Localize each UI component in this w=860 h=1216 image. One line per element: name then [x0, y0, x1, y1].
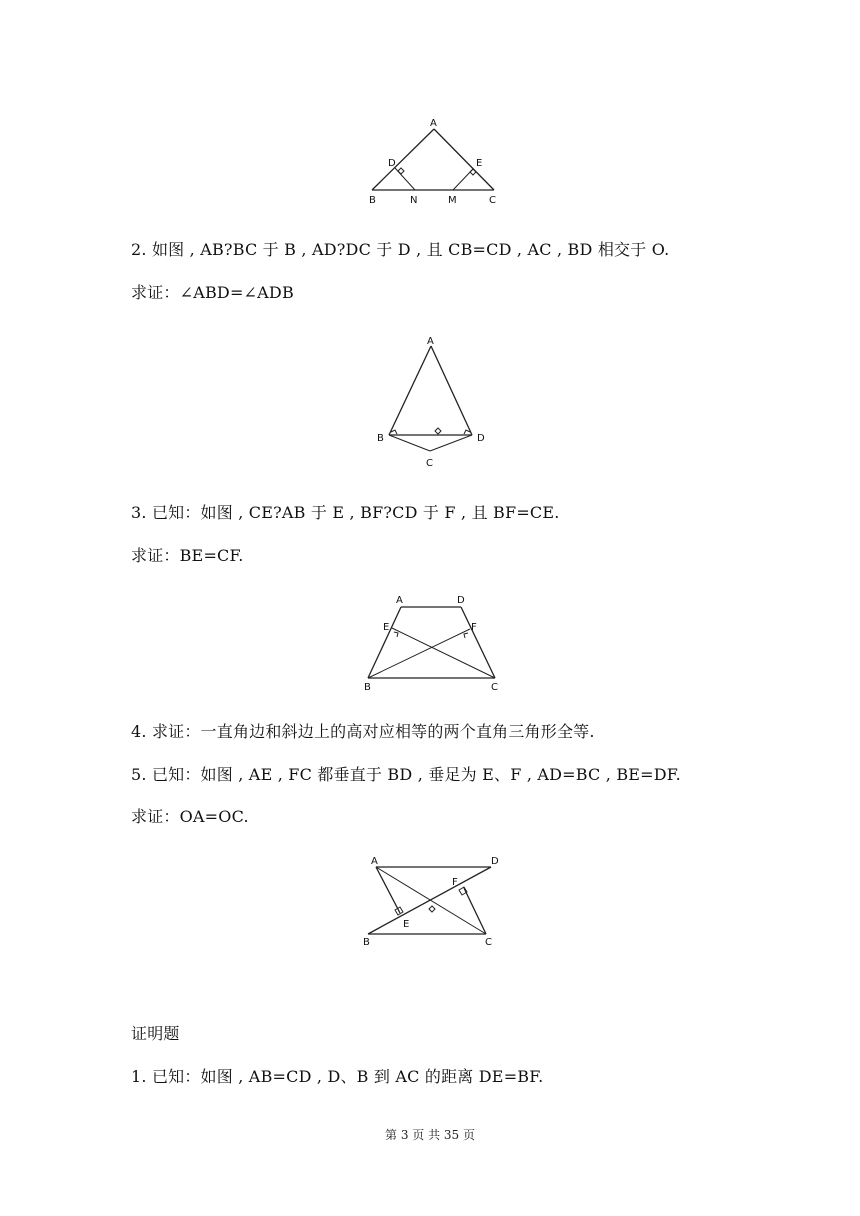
fig1-label-b: B	[369, 195, 376, 206]
fig1-label-a: A	[430, 118, 437, 129]
section-title: 证明题	[131, 1024, 180, 1043]
fig2-label-b: B	[377, 433, 384, 444]
problem-5-statement: 5. 已知：如图 , AE , FC 都垂直于 BD , 垂足为 E、F , AD=BC , BE=DF.	[131, 765, 681, 784]
fig1-label-m: M	[448, 195, 457, 206]
section-problem-1-statement: 1. 已知：如图 , AB=CD , D、B 到 AC 的距离 DE=BF.	[131, 1067, 544, 1086]
fig4-label-a: A	[371, 856, 378, 867]
figure-triangle-abc-nm	[360, 112, 510, 208]
fig2-label-d: D	[477, 433, 485, 444]
fig3-label-d: D	[457, 595, 465, 606]
fig4-label-d: D	[491, 856, 499, 867]
problem-4-statement: 4. 求证：一直角边和斜边上的高对应相等的两个直角三角形全等.	[131, 722, 595, 741]
fig4-label-b: B	[363, 937, 370, 948]
fig3-label-a: A	[396, 595, 403, 606]
fig1-label-d: D	[388, 158, 396, 169]
problem-3-statement: 3. 已知：如图 , CE?AB 于 E , BF?CD 于 F , 且 BF=CE.	[131, 503, 560, 522]
fig4-label-f: F	[452, 877, 458, 888]
figure-kite-abcd	[370, 332, 500, 472]
fig3-label-f: F	[471, 622, 477, 633]
figure-trapezoid-abcd	[358, 590, 508, 692]
fig1-label-e: E	[476, 158, 483, 169]
problem-2-prove: 求证：∠ABD=∠ADB	[131, 283, 294, 302]
fig3-label-b: B	[364, 682, 371, 692]
fig4-label-c: C	[485, 937, 492, 948]
figure-quadrilateral-abcd-bd	[358, 850, 508, 950]
fig1-label-c: C	[489, 195, 496, 206]
fig1-label-n: N	[410, 195, 418, 206]
problem-2-statement: 2. 如图 , AB?BC 于 B , AD?DC 于 D , 且 CB=CD , AC , BD 相交于 O.	[131, 240, 670, 259]
fig3-label-e: E	[383, 622, 390, 633]
problem-3-prove: 求证：BE=CF.	[131, 546, 244, 565]
fig2-label-a: A	[427, 336, 434, 347]
page-footer: 第 3 页 共 35 页	[385, 1128, 475, 1142]
fig2-label-c: C	[426, 458, 433, 469]
fig4-label-e: E	[403, 919, 410, 930]
problem-5-prove: 求证：OA=OC.	[131, 807, 249, 826]
fig3-label-c: C	[491, 682, 498, 692]
